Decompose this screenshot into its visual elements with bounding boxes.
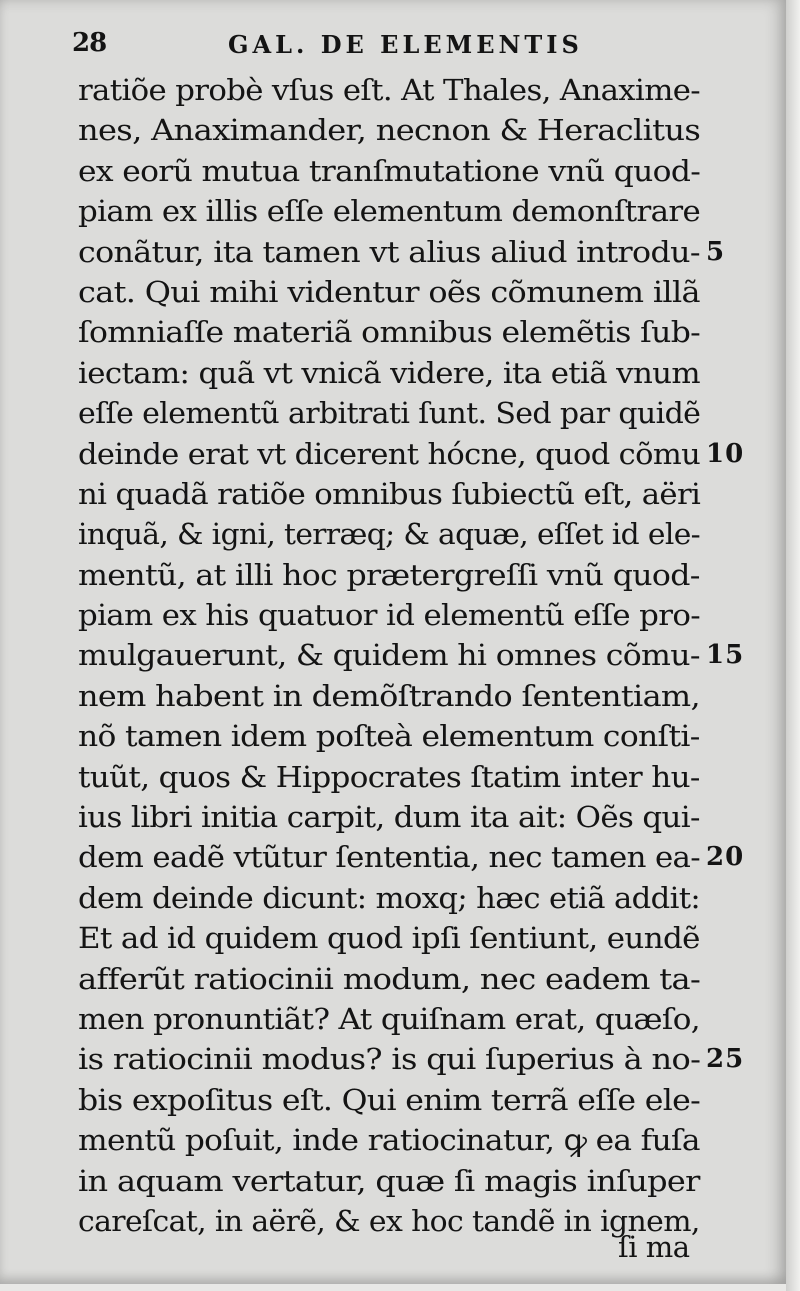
line-text: piam ex his quatuor id elementũ eſſe pro- bbox=[78, 598, 701, 633]
text-line bbox=[78, 151, 708, 191]
text-line bbox=[78, 635, 745, 675]
catchword: ſi ma bbox=[618, 1230, 690, 1264]
line-text: mentũ, at illi hoc prætergreſſi vnũ quod- bbox=[78, 557, 700, 592]
text-line bbox=[78, 110, 708, 150]
text-line bbox=[78, 757, 708, 797]
text-line bbox=[78, 1080, 708, 1120]
line-text: ratiõe probè vſus eſt. At Thales, Anaxime- bbox=[78, 73, 701, 107]
text-line bbox=[78, 959, 708, 999]
text-line bbox=[78, 1120, 708, 1160]
line-text: mulgauerunt, & quidem hi omnes cõmu- bbox=[78, 638, 700, 673]
text-line bbox=[78, 878, 708, 918]
line-number: 10 bbox=[706, 438, 745, 469]
line-text: mentũ poſuit, inde ratiocinatur, ꝙ ea fuſa bbox=[78, 1123, 700, 1158]
line-text: ſomniaſſe materiã omnibus elemẽtis ſub- bbox=[78, 315, 701, 350]
line-text: in aquam vertatur, quæ ſi magis inſuper bbox=[78, 1163, 700, 1198]
line-text: conãtur, ita tamen vt alius aliud introdu- bbox=[78, 234, 700, 269]
line-number: 25 bbox=[706, 1044, 745, 1075]
line-text: Et ad id quidem quod ipſi ſentiunt, eundẽ bbox=[78, 921, 700, 956]
line-text: nes, Anaximander, necnon & Heraclitus bbox=[78, 113, 701, 148]
text-line bbox=[78, 595, 708, 635]
text-line bbox=[78, 434, 745, 474]
line-text: piam ex illis eſſe elementum demonſtrare bbox=[78, 194, 701, 229]
text-line bbox=[78, 312, 708, 352]
line-text: is ratiocinii modus? is qui ſuperius à no- bbox=[78, 1042, 701, 1077]
line-text: eſſe elementũ arbitrati ſunt. Sed par quidẽ bbox=[78, 396, 701, 431]
text-line bbox=[78, 676, 708, 716]
text-line bbox=[78, 514, 708, 554]
line-text: ni quadã ratiõe omnibus ſubiectũ eſt, aëri bbox=[78, 476, 701, 511]
line-text: tuũt, quos & Hippocrates ſtatim inter hu- bbox=[78, 759, 700, 794]
body-text bbox=[78, 70, 745, 1241]
text-line bbox=[78, 191, 708, 231]
line-number: 5 bbox=[706, 236, 726, 267]
page-edge bbox=[786, 0, 800, 1291]
page-header bbox=[0, 22, 786, 62]
text-line bbox=[78, 1161, 708, 1201]
line-text: careſcat, in aërẽ, & ex hoc tandẽ in ignem, bbox=[78, 1203, 700, 1238]
line-number: 15 bbox=[706, 640, 745, 671]
text-line bbox=[78, 1201, 708, 1241]
text-line bbox=[78, 797, 708, 837]
page-number: 28 bbox=[72, 28, 107, 58]
text-line bbox=[78, 70, 708, 110]
line-text: ius libri initia carpit, dum ita ait: Oẽs qui- bbox=[78, 800, 700, 835]
line-text: afferũt ratiocinii modum, nec eadem ta- bbox=[78, 961, 701, 996]
line-text: inquã, & igni, terræq; & aquæ, eſſet id ele- bbox=[78, 517, 701, 552]
line-number: 20 bbox=[706, 842, 745, 873]
text-line bbox=[78, 272, 708, 312]
text-line bbox=[78, 1039, 745, 1079]
text-line bbox=[78, 353, 708, 393]
text-line bbox=[78, 474, 708, 514]
line-text: bis expoſitus eſt. Qui enim terrã eſſe ele- bbox=[78, 1082, 701, 1117]
line-text: nõ tamen idem poſteà elementum conſti- bbox=[78, 719, 700, 754]
line-text: iectam: quã vt vnicã videre, ita etiã vnum bbox=[78, 355, 700, 390]
line-text: cat. Qui mihi videntur oẽs cõmunem illã bbox=[78, 274, 700, 309]
line-text: dem eadẽ vtũtur ſententia, nec tamen ea- bbox=[78, 840, 701, 875]
text-line bbox=[78, 232, 726, 272]
text-line bbox=[78, 918, 708, 958]
line-text: deinde erat vt dicerent hócne, quod cõmu bbox=[78, 436, 701, 471]
line-text: nem habent in demõſtrando ſententiam, bbox=[78, 678, 700, 713]
text-line bbox=[78, 716, 708, 756]
line-text: dem deinde dicunt: moxq; hæc etiã addit: bbox=[78, 880, 701, 915]
line-text: men pronuntiãt? At quiſnam erat, quæſo, bbox=[78, 1001, 700, 1036]
text-line bbox=[78, 999, 708, 1039]
text-line bbox=[78, 393, 708, 433]
text-line bbox=[78, 837, 745, 877]
running-head: GAL. DE ELEMENTIS bbox=[228, 30, 583, 59]
line-text: ex eorũ mutua tranſmutatione vnũ quod- bbox=[78, 153, 701, 188]
text-line bbox=[78, 555, 708, 595]
